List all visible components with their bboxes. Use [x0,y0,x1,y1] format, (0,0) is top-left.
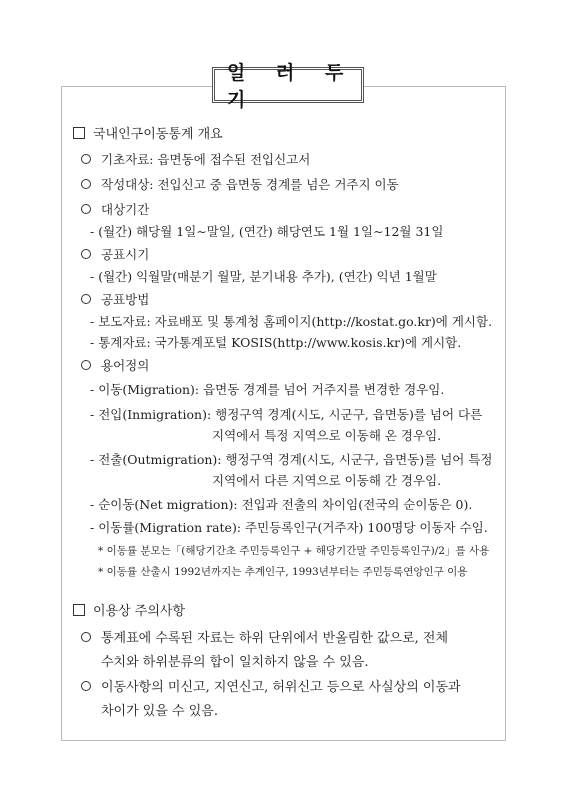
definition-inmigration: - 전입(Inmigration): 행정구역 경계(시도, 시군구, 읍면동)를 넘어 다른 [90,407,483,422]
definition-migration: - 이동(Migration): 읍면동 경계를 넘어 거주지를 변경한 경우임. [90,382,445,397]
section-heading-overview [73,123,223,142]
section-heading-text: 국내인구이동통계 개요 [93,127,223,142]
list-item-target: 작성대상: 전입신고 중 읍면동 경계를 넘은 거주지 이동 [81,175,399,193]
caution-rounding: 통계표에 수록된 자료는 하위 단위에서 반올림한 값으로, 전체 [81,627,448,646]
definition-rate: - 이동률(Migration rate): 주민등록인구(거주자) 100명당 이동자 수임. [90,520,488,535]
caution-reporting: 이동사항의 미신고, 지연신고, 허위신고 등으로 사실상의 이동과 [81,676,461,695]
circle-bullet-icon [81,681,91,691]
method-detail-press: - 보도자료: 자료배포 및 통계청 홈페이지(http://kostat.go.kr)에 게시함. [90,314,493,329]
caution-reporting-cont: 차이가 있을 수 있음. [101,704,218,719]
circle-bullet-icon [81,179,91,189]
list-item-method: 공표방법 [81,290,149,308]
definition-inmigration-cont: 지역에서 특정 지역으로 이동해 온 경우임. [212,428,442,443]
circle-bullet-icon [81,249,91,259]
square-bullet-icon [73,127,85,139]
list-item-period: 대상기간 [81,200,149,218]
definition-net: - 순이동(Net migration): 전입과 전출의 차이임(전국의 순이동은 0). [90,497,473,512]
circle-bullet-icon [81,294,91,304]
list-item-release: 공표시기 [81,245,149,263]
circle-bullet-icon [81,360,91,370]
list-item-definitions: 용어정의 [81,356,149,374]
square-bullet-icon [73,604,85,616]
method-detail-kosis: - 통계자료: 국가통계포털 KOSIS(http://www.kosis.kr)에 게시함. [90,335,462,350]
definition-outmigration-cont: 지역에서 다른 지역으로 이동해 간 경우임. [212,473,442,488]
section-heading-cautions [73,600,185,619]
section-heading-text: 이용상 주의사항 [93,604,186,619]
definition-outmigration: - 전출(Outmigration): 행정구역 경계(시도, 시군구, 읍면동)를 넘어 특정 [90,452,493,467]
caution-rounding-cont: 수치와 하위분류의 합이 일치하지 않을 수 있음. [101,655,369,670]
list-item-basic-data: 기초자료: 읍면동에 접수된 전입신고서 [81,150,310,168]
circle-bullet-icon [81,154,91,164]
period-detail: - (월간) 해당월 1일∼말일, (연간) 해당연도 1월 1일∼12월 31일 [90,224,444,239]
note-denominator: * 이동률 분모는「(해당기간초 주민등록인구 + 해당기간말 주민등록인구)/2」를 사용 [98,545,490,557]
circle-bullet-icon [81,204,91,214]
note-population: * 이동률 산출시 1992년까지는 추계인구, 1993년부터는 주민등록연앙인구 이용 [98,566,468,578]
release-detail: - (월간) 익월말(매분기 월말, 분기내용 추가), (연간) 익년 1월말 [90,269,437,284]
page-title: 일 러 두 기 [212,67,364,103]
circle-bullet-icon [81,632,91,642]
